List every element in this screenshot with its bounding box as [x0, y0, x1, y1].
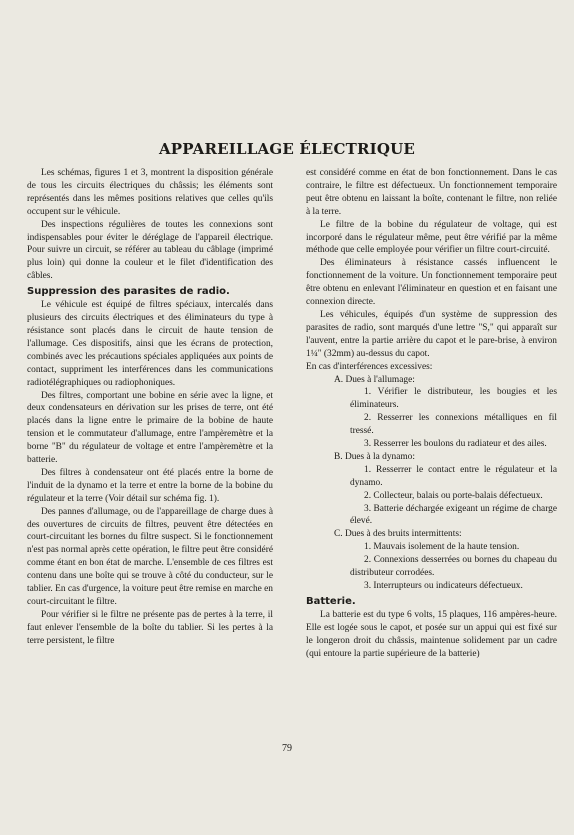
list-item: 3. Batterie déchargée exigeant un régime de charge élevé. — [350, 503, 557, 527]
paragraph: Le filtre de la bobine du régulateur de voltage, qui est incorporé dans le régulateur même, peut être vérifié par la même méthode que celle employée pour vérifier un filtre court-circuité. — [306, 219, 557, 256]
paragraph: Les véhicules, équipés d'un système de suppression des parasites de radio, sont marqués d'une lettre "S," qui apparaît sur l'auvent, entre la partie arrière du capot et le pare-brise, à environ 1¼" (32mm) au-dessus du capot. — [306, 309, 557, 359]
paragraph: Pour vérifier si le filtre ne présente pas de pertes à la terre, il faut enlever l'ensemble de la boîte du tablier. Si les pertes à la terre persistent, le filtre — [27, 609, 273, 646]
paragraph: Des pannes d'allumage, ou de l'appareillage de charge dues à des ouvertures de circuits de filtres, peuvent être détectées en court-circuitant les bornes du filtre suspect. Si le fonctionnement n'est pas normal après cette opération, le filtre peut être considéré comme étant en bon état de marche. L'ensemble de ces filtres est contenu dans une boîte qui se trouve à côté du conducteur, sur le tablier. En cas d'urgence, la voiture peut être remise en marche en court-circuitant le filtre. — [27, 506, 273, 607]
paragraph: est considéré comme en état de bon fonctionnement. Dans le cas contraire, le filtre est défectueux. Un fonctionnement temporaire peut être obtenu en laissant la boîte, contenant le filtre, non reliée à la terre. — [306, 168, 557, 217]
paragraph: Des filtres à condensateur ont été placés entre la borne de l'induit de la dynamo et la terre et entre la borne de la bobine du régulateur et la terre (Voir détail sur schéma fig. 1). — [27, 467, 273, 504]
list-heading: A. Dues à l'allumage: — [334, 374, 415, 385]
list-item: 3. Interrupteurs ou indicateurs défectueux. — [364, 581, 523, 591]
paragraph: En cas d'interférences excessives: — [306, 361, 433, 372]
list-item: 3. Resserrer les boulons du radiateur et des ailes. — [364, 439, 547, 450]
section-heading: Suppression des parasites de radio. — [27, 286, 230, 298]
list-item: 1. Mauvais isolement de la haute tension. — [364, 542, 520, 553]
page-number: 79 — [282, 743, 292, 754]
paragraph: Des filtres, comportant une bobine en série avec la ligne, et deux condensateurs en dérivation sur les prises de terre, ont été placés dans la ligne entre le primaire de la bobine de haute tension et le commutateur d'allumage, entre l'ampèremètre et la borne "B" du régulateur de voltage et entre l'ampèremètre et la batterie. — [27, 390, 273, 466]
left-column — [27, 167, 273, 648]
section-heading: Batterie. — [306, 595, 356, 607]
list-item: 2. Resserrer les connexions métalliques en fil tressé. — [350, 413, 557, 437]
paragraph: Des éliminateurs à résistance cassés influencent le fonctionnement de la voiture. Un fonctionnement temporaire peut être obtenu en enlevant l'éliminateur en question et en faisant une connexion directe. — [306, 258, 557, 308]
list-item: 2. Collecteur, balais ou porte-balais défectueux. — [364, 490, 543, 501]
list-item: 2. Connexions desserrées ou bornes du chapeau du distributeur corrodées. — [350, 555, 557, 579]
list-heading: B. Dues à la dynamo: — [334, 451, 415, 462]
paragraph: Le véhicule est équipé de filtres spéciaux, intercalés dans plusieurs des circuits électriques et des éliminateurs du type à résistance sont placés dans le circuit de haute tension de l'allumage. Ces dispositifs, ainsi que les écrans de protection, combinés avec les précautions spéciales appliquées aux points de contact, suppriment les interférences dans les communications radiotélégraphiques ou radiophoniques. — [27, 300, 273, 388]
list-item: 1. Resserrer le contact entre le régulateur et la dynamo. — [350, 464, 557, 488]
right-column — [306, 167, 557, 661]
list-heading: C. Dues à des bruits intermittents: — [334, 529, 462, 540]
list-item: 1. Vérifier le distributeur, les bougies et les éliminateurs. — [350, 387, 557, 411]
paragraph: Les schémas, figures 1 et 3, montrent la disposition générale de tous les circuits électriques du châssis; les éléments sont représentés dans les mêmes positions relatives que celles qu'ils occupent sur le véhicule. — [27, 168, 273, 217]
paragraph: La batterie est du type 6 volts, 15 plaques, 116 ampères-heure. Elle est logée sous le capot, et posée sur un appui qui est fixé sur le longeron droit du châssis, maintenue solidement par un cadre (qui entoure la partie supérieure de la batterie) — [306, 609, 557, 659]
paragraph: Des inspections régulières de toutes les connexions sont indispensables pour éviter le déréglage de l'appareil électrique. Pour suivre un circuit, se référer au tableau du câblage (imprimé plus loin) qui donne la couleur et le filet d'identification des câbles. — [27, 219, 273, 282]
page-title: APPAREILLAGE ÉLECTRIQUE — [158, 140, 416, 158]
